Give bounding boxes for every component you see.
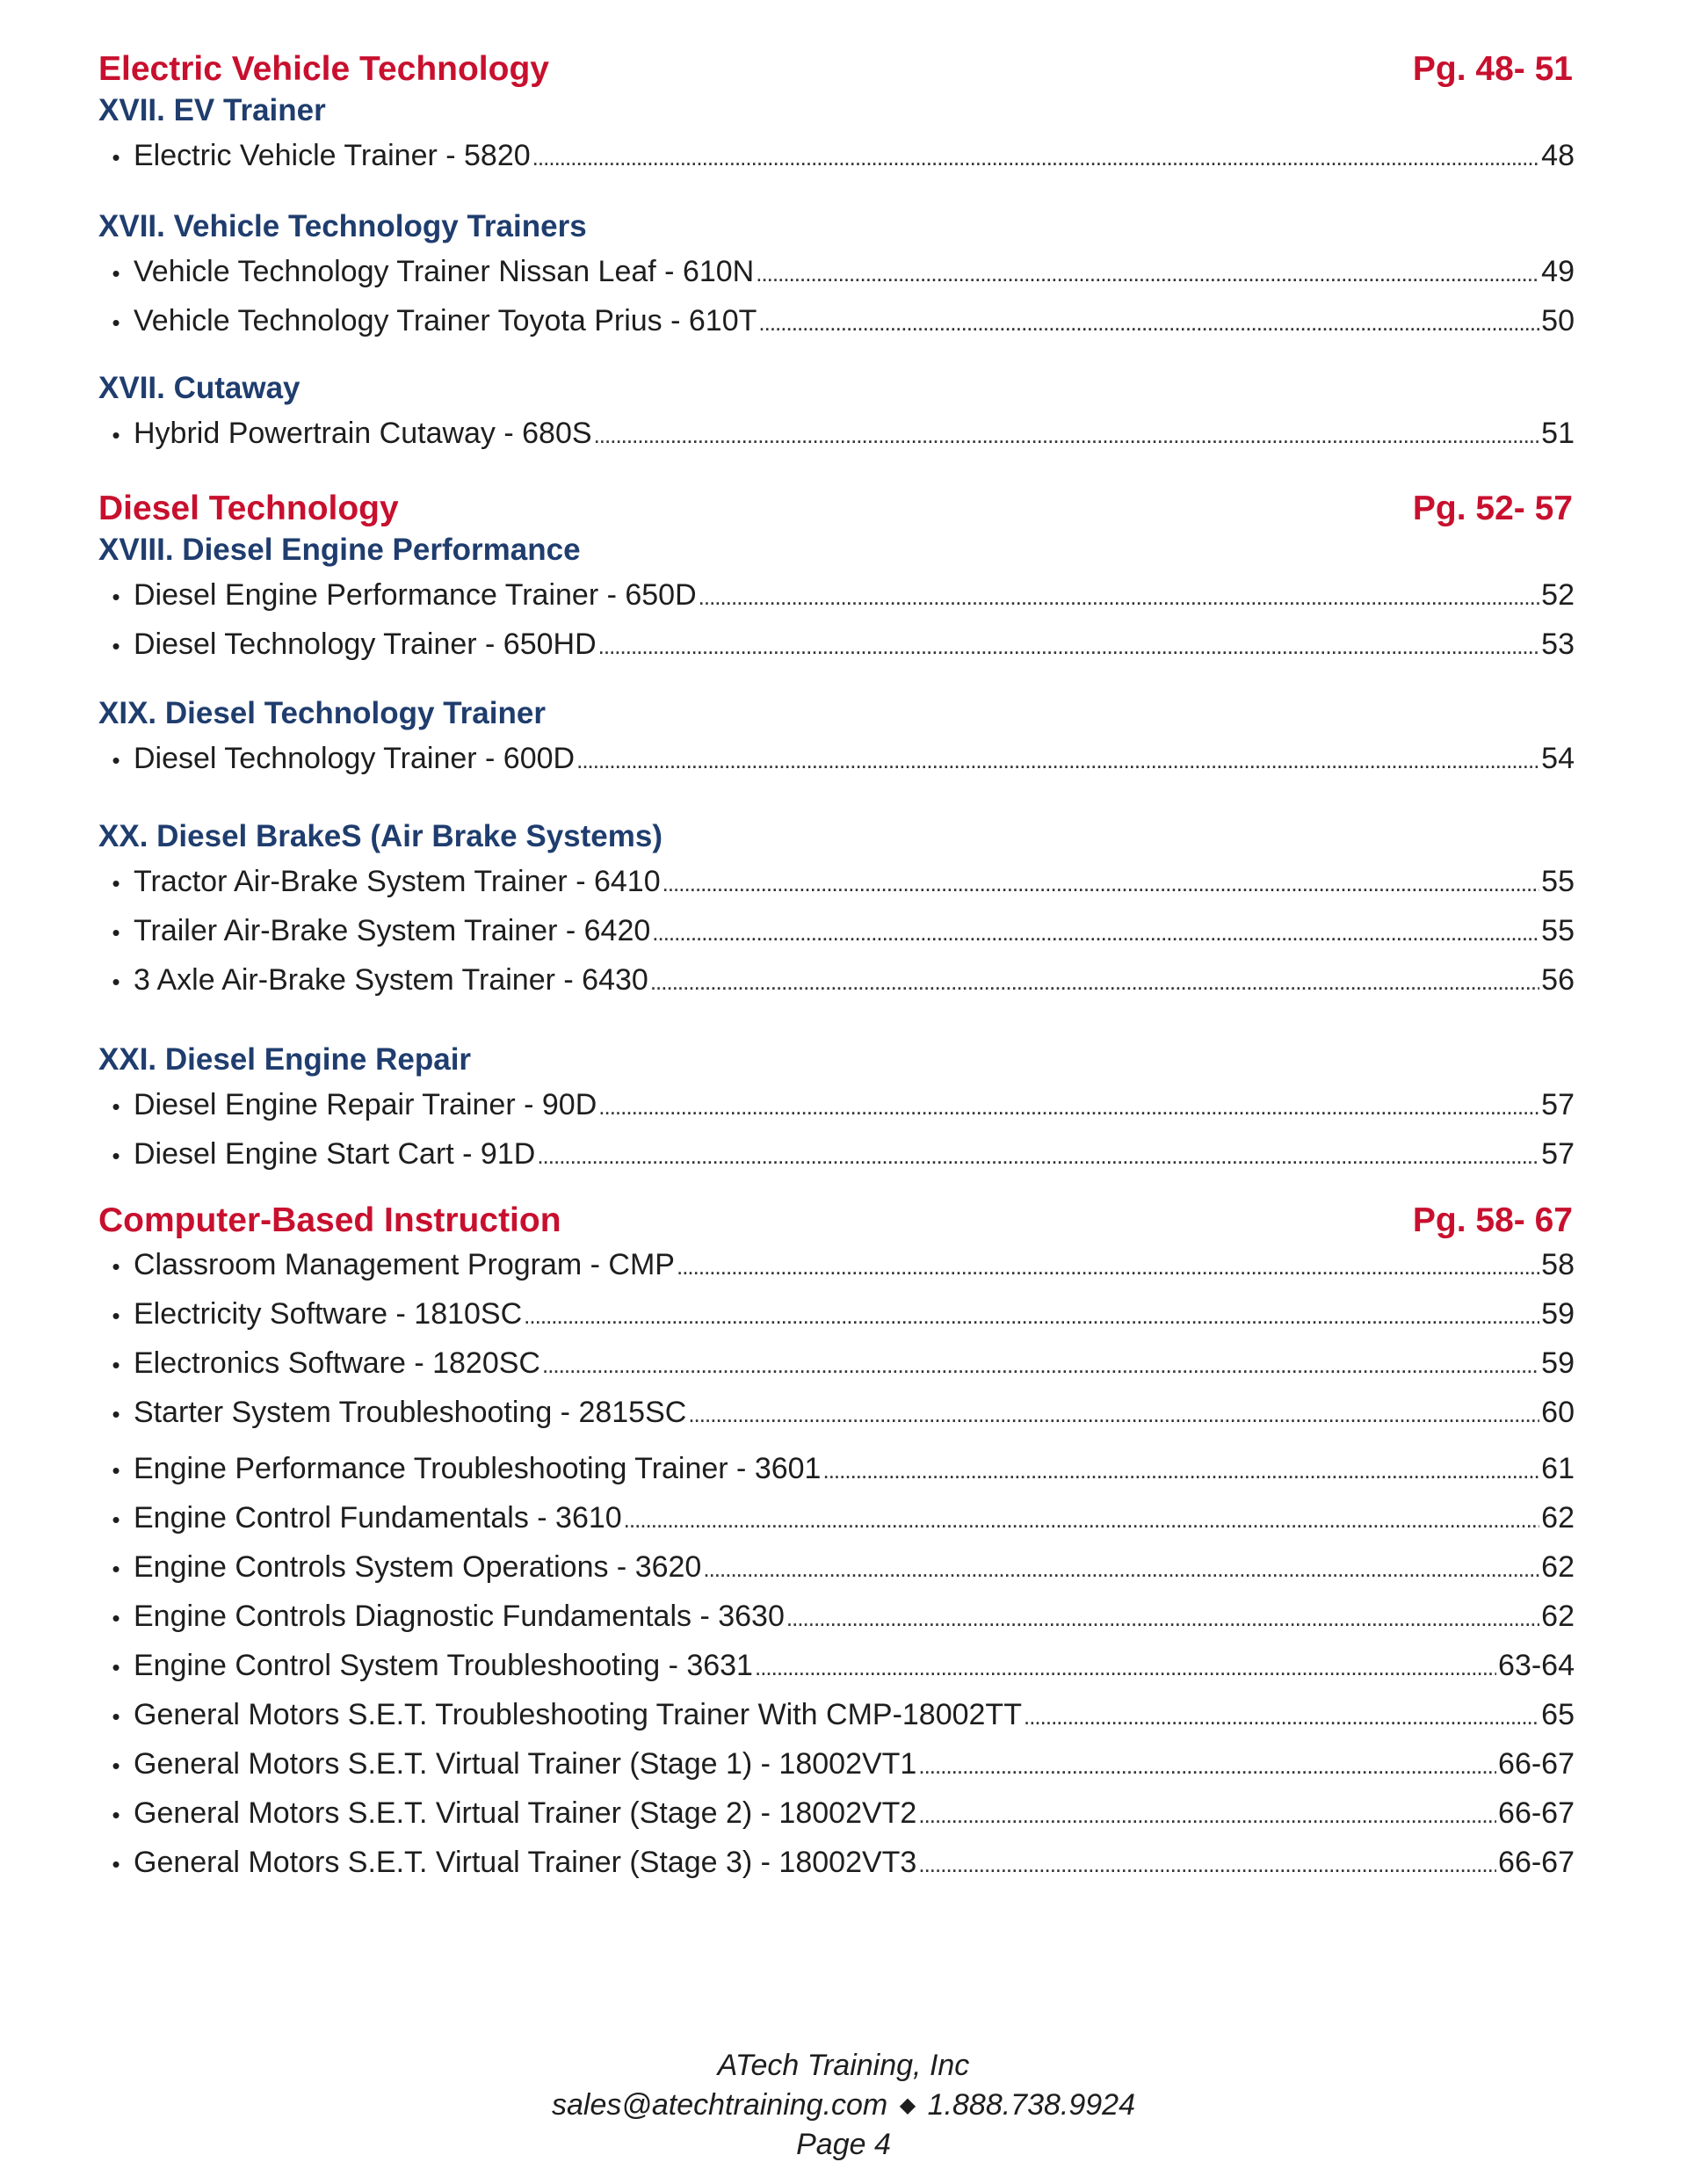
entry-label: Diesel Engine Repair Trainer - 90D xyxy=(134,1088,597,1121)
entry-list xyxy=(98,1081,1575,1179)
section-block xyxy=(98,1039,1575,1179)
entry-label: Diesel Engine Start Cart - 91D xyxy=(134,1137,536,1171)
entry-label: General Motors S.E.T. Troubleshooting Trainer With CMP-18002TT xyxy=(134,1698,1022,1731)
entry-page-number: 62 xyxy=(1541,1501,1575,1535)
section-block xyxy=(98,206,1575,346)
dot-leader xyxy=(542,1341,1539,1389)
bullet-icon: • xyxy=(112,1506,120,1533)
category-title: Computer-Based Instruction xyxy=(98,1201,561,1239)
dot-leader xyxy=(594,411,1540,459)
bullet-icon: • xyxy=(112,1556,120,1582)
entry-label: Hybrid Powertrain Cutaway - 680S xyxy=(134,417,592,450)
entry-page-number: 49 xyxy=(1541,255,1575,288)
bullet-icon: • xyxy=(112,919,120,946)
section-block xyxy=(98,816,1575,1005)
section-title: XVII. EV Trainer xyxy=(98,93,326,127)
entry-page-number: 62 xyxy=(1541,1600,1575,1633)
entry-page-number: 58 xyxy=(1541,1248,1575,1281)
footer-email[interactable]: sales@atechtraining.com xyxy=(552,2088,888,2122)
footer-page-number: Page 4 xyxy=(796,2128,891,2161)
entry-list xyxy=(98,571,1575,670)
entry-label: Engine Performance Troubleshooting Trainer - 3601 xyxy=(134,1452,822,1485)
section-title: XVIII. Diesel Engine Performance xyxy=(98,533,581,567)
bullet-icon: • xyxy=(112,1302,120,1329)
entry-label: Tractor Air-Brake System Trainer - 6410 xyxy=(134,865,661,898)
section-block xyxy=(98,529,1575,670)
entry-label: Electric Vehicle Trainer - 5820 xyxy=(134,139,531,172)
section-title: XX. Diesel BrakeS (Air Brake Systems) xyxy=(98,819,662,853)
dot-leader xyxy=(576,736,1539,784)
entry-page-number: 54 xyxy=(1541,742,1575,775)
toc-entry[interactable] xyxy=(98,410,1575,459)
bullet-icon: • xyxy=(112,144,120,171)
entry-label: Electricity Software - 1810SC xyxy=(134,1297,523,1331)
bullet-icon: • xyxy=(112,969,120,995)
entry-page-number: 66-67 xyxy=(1498,1796,1575,1830)
dot-leader xyxy=(524,1292,1539,1339)
entry-list xyxy=(98,858,1575,1005)
dot-leader xyxy=(822,1447,1539,1494)
toc-entry[interactable] xyxy=(98,1339,1575,1389)
entry-page-number: 66-67 xyxy=(1498,1747,1575,1781)
entry-label: Starter System Troubleshooting - 2815SC xyxy=(134,1396,687,1429)
entry-label: Diesel Technology Trainer - 600D xyxy=(134,742,576,775)
bullet-icon: • xyxy=(112,1605,120,1631)
entry-page-number: 57 xyxy=(1541,1137,1575,1171)
section-title: XXI. Diesel Engine Repair xyxy=(98,1042,472,1077)
bullet-icon: • xyxy=(112,1253,120,1280)
entry-page-number: 59 xyxy=(1541,1346,1575,1380)
category-heading xyxy=(98,1201,1575,1241)
entry-page-number: 62 xyxy=(1541,1550,1575,1584)
dot-leader xyxy=(537,1132,1539,1179)
entry-page-number: 50 xyxy=(1541,304,1575,337)
entry-label: General Motors S.E.T. Virtual Trainer (Stage 2) - 18002VT2 xyxy=(134,1796,917,1830)
entry-page-number: 55 xyxy=(1541,865,1575,898)
entry-page-number: 55 xyxy=(1541,914,1575,947)
dot-leader xyxy=(624,1496,1540,1543)
toc-entry[interactable] xyxy=(98,1389,1575,1438)
section-title: XIX. Diesel Technology Trainer xyxy=(98,696,546,730)
entry-label: Engine Control System Troubleshooting - 3631 xyxy=(134,1649,753,1682)
dot-leader xyxy=(918,1742,1496,1789)
entry-list xyxy=(98,248,1575,346)
entry-label: Trailer Air-Brake System Trainer - 6420 xyxy=(134,914,651,947)
category-title: Diesel Technology xyxy=(98,490,399,527)
entry-label: Engine Controls Diagnostic Fundamentals - 3630 xyxy=(134,1600,785,1633)
toc-entry[interactable] xyxy=(98,1494,1575,1543)
dot-leader xyxy=(598,1083,1539,1130)
entry-label: Diesel Engine Performance Trainer - 650D xyxy=(134,578,697,612)
dot-leader xyxy=(699,573,1540,620)
dot-leader xyxy=(758,299,1539,346)
toc-entry[interactable] xyxy=(98,1543,1575,1593)
entry-page-number: 57 xyxy=(1541,1088,1575,1121)
entry-list xyxy=(98,735,1575,784)
entry-page-number: 53 xyxy=(1541,628,1575,661)
entry-page-number: 56 xyxy=(1541,963,1575,997)
dot-leader xyxy=(650,958,1539,1005)
entry-label: General Motors S.E.T. Virtual Trainer (Stage 3) - 18002VT3 xyxy=(134,1846,917,1879)
section-block xyxy=(98,1241,1575,1888)
bullet-icon: • xyxy=(112,870,120,896)
bullet-icon: • xyxy=(112,1654,120,1680)
toc-entry[interactable] xyxy=(98,1081,1575,1130)
section-block xyxy=(98,90,1575,181)
section-title: XVII. Cutaway xyxy=(98,371,300,405)
footer-company: ATech Training, Inc xyxy=(717,2049,970,2082)
dot-leader xyxy=(756,250,1539,297)
toc-entry[interactable] xyxy=(98,132,1575,181)
bullet-icon: • xyxy=(112,747,120,773)
toc-entry[interactable] xyxy=(98,1130,1575,1179)
category-heading xyxy=(98,489,1575,529)
toc-entry[interactable] xyxy=(98,248,1575,297)
entry-label: 3 Axle Air-Brake System Trainer - 6430 xyxy=(134,963,648,997)
dot-leader xyxy=(598,622,1540,670)
category-page-range: Pg. 48- 51 xyxy=(1412,50,1573,88)
toc-entry[interactable] xyxy=(98,735,1575,784)
bullet-icon: • xyxy=(112,1093,120,1120)
entry-label: Diesel Technology Trainer - 650HD xyxy=(134,628,597,661)
entry-page-number: 51 xyxy=(1541,417,1575,450)
bullet-icon: • xyxy=(112,309,120,336)
dot-leader xyxy=(677,1243,1539,1290)
bullet-icon: • xyxy=(112,1752,120,1779)
bullet-icon: • xyxy=(112,633,120,659)
category-heading xyxy=(98,49,1575,90)
entry-label: Engine Controls System Operations - 3620 xyxy=(134,1550,702,1584)
entry-page-number: 59 xyxy=(1541,1297,1575,1331)
entry-list xyxy=(98,1241,1575,1888)
toc-entry[interactable] xyxy=(98,1740,1575,1789)
category-block xyxy=(98,1201,1575,1888)
section-title: XVII. Vehicle Technology Trainers xyxy=(98,209,587,243)
dot-leader xyxy=(688,1390,1539,1438)
toc-entry[interactable] xyxy=(98,1642,1575,1691)
toc-entry[interactable] xyxy=(98,571,1575,620)
dot-leader xyxy=(1024,1693,1539,1740)
entry-page-number: 61 xyxy=(1541,1452,1575,1485)
category-page-range: Pg. 58- 67 xyxy=(1412,1201,1573,1239)
toc-entry[interactable] xyxy=(98,956,1575,1005)
entry-label: General Motors S.E.T. Virtual Trainer (Stage 1) - 18002VT1 xyxy=(134,1747,917,1781)
dot-leader xyxy=(918,1840,1496,1888)
entry-page-number: 60 xyxy=(1541,1396,1575,1429)
section-block xyxy=(98,693,1575,784)
entry-label: Vehicle Technology Trainer Toyota Prius - 610T xyxy=(134,304,757,337)
entry-label: Vehicle Technology Trainer Nissan Leaf - 610N xyxy=(134,255,755,288)
bullet-icon: • xyxy=(112,584,120,610)
dot-leader xyxy=(755,1643,1496,1691)
bullet-icon: • xyxy=(112,1352,120,1378)
dot-leader xyxy=(918,1791,1496,1839)
page-footer xyxy=(0,2046,1687,2165)
bullet-icon: • xyxy=(112,1401,120,1427)
toc-entry[interactable] xyxy=(98,1789,1575,1839)
category-block xyxy=(98,49,1575,459)
section-block xyxy=(98,367,1575,459)
entry-page-number: 66-67 xyxy=(1498,1846,1575,1879)
bullet-icon: • xyxy=(112,1457,120,1484)
toc-entry[interactable] xyxy=(98,1593,1575,1642)
bullet-icon: • xyxy=(112,1143,120,1169)
bullet-icon: • xyxy=(112,1802,120,1828)
entry-list xyxy=(98,410,1575,459)
bullet-icon: • xyxy=(112,260,120,287)
toc-entry[interactable] xyxy=(98,907,1575,956)
entry-label: Classroom Management Program - CMP xyxy=(134,1248,675,1281)
toc-entry[interactable] xyxy=(98,1445,1575,1494)
entry-list xyxy=(98,132,1575,181)
dot-leader xyxy=(703,1545,1539,1593)
entry-page-number: 52 xyxy=(1541,578,1575,612)
toc-entry[interactable] xyxy=(98,297,1575,346)
dot-leader xyxy=(652,909,1539,956)
entry-label: Engine Control Fundamentals - 3610 xyxy=(134,1501,622,1535)
category-page-range: Pg. 52- 57 xyxy=(1412,490,1573,527)
toc-entry[interactable] xyxy=(98,620,1575,670)
category-title: Electric Vehicle Technology xyxy=(98,50,549,88)
footer-phone[interactable]: 1.888.738.9924 xyxy=(927,2088,1135,2122)
toc-entry[interactable] xyxy=(98,1241,1575,1290)
dot-leader xyxy=(532,134,1540,181)
bullet-icon: • xyxy=(112,1851,120,1877)
toc-entry[interactable] xyxy=(98,1839,1575,1888)
category-block xyxy=(98,489,1575,1179)
toc-entry[interactable] xyxy=(98,1290,1575,1339)
dot-leader xyxy=(786,1594,1539,1642)
footer-contact xyxy=(0,2086,1687,2125)
bullet-icon: • xyxy=(112,1703,120,1730)
dot-leader xyxy=(662,860,1540,907)
entry-page-number: 48 xyxy=(1541,139,1575,172)
toc-entry[interactable] xyxy=(98,1691,1575,1740)
entry-label: Electronics Software - 1820SC xyxy=(134,1346,540,1380)
diamond-separator-icon: ◆ xyxy=(899,2093,916,2117)
table-of-contents xyxy=(98,49,1575,1888)
bullet-icon: • xyxy=(112,422,120,448)
entry-page-number: 65 xyxy=(1541,1698,1575,1731)
toc-entry[interactable] xyxy=(98,858,1575,907)
entry-page-number: 63-64 xyxy=(1498,1649,1575,1682)
